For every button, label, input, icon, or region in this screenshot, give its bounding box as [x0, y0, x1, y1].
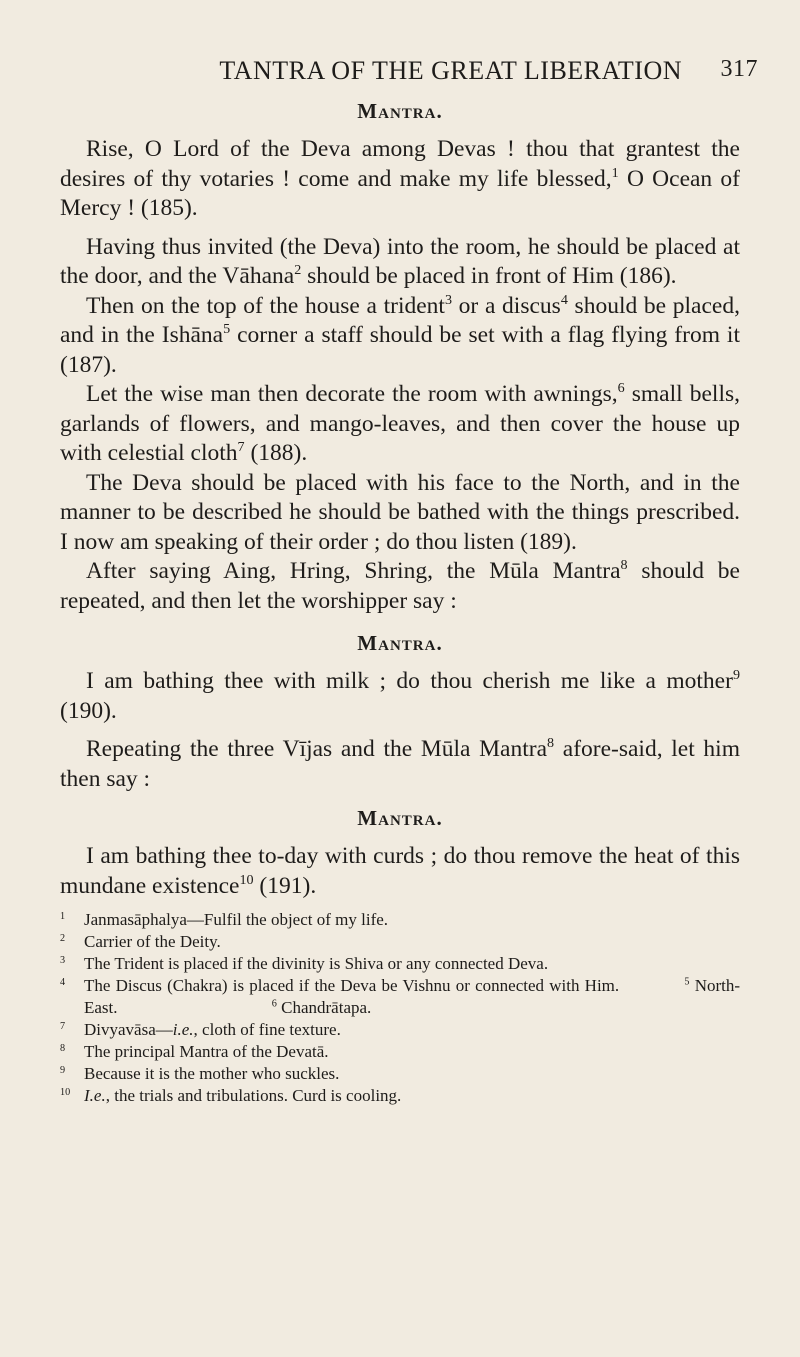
book-page — [60, 56, 758, 1107]
footnote-ref: 4 — [560, 291, 568, 308]
verse-189: The Deva should be placed with his face to the North, and in the manner to be described he should be bathed with the things prescribed. I now am speaking of their order ; do thou listen (189). — [60, 469, 740, 555]
footnote: Chandrātapa. — [281, 998, 372, 1017]
footnote-ref: 6 — [617, 380, 625, 397]
footnote: 4 The Discus (Chakra) is placed if the Deva be Vishnu or connected with Him. $^5$ North-East. $^6$ Chandrātapa. — [60, 976, 741, 1017]
footnote-ref: 2 — [294, 262, 302, 279]
verse-186: Having thus invited (the Deva) into the room, he should be placed at the door, and the Vāhana$^2$ should be placed in front of Him (186). — [60, 233, 740, 289]
footnote-ref: 5 — [223, 321, 231, 338]
running-head-title: TANTRA OF THE GREAT LIBERATION — [219, 56, 682, 85]
footnote: 3 The Trident is placed if the divinity is Shiva or any connected Deva. — [60, 954, 549, 973]
footnotes — [60, 909, 740, 1107]
footnote: 7 Divyavāsa—i.e., cloth of fine texture. — [60, 1020, 341, 1039]
vijas-instruction: Repeating the three Vījas and the Mūla Mantra$^8$ afore-said, let him then say : — [60, 735, 740, 792]
footnote-ref: 3 — [444, 291, 452, 308]
footnote: 8 The principal Mantra of the Devatā. — [60, 1042, 329, 1061]
footnote: 2 Carrier of the Deity. — [60, 932, 221, 951]
footnote-ref: 8 — [547, 735, 555, 752]
mantra-heading: Mantra. — [357, 631, 443, 655]
footnote: 10 I.e., the trials and tribulations. Curd is cooling. — [60, 1086, 402, 1105]
footnote-ref: 1 — [611, 164, 619, 181]
footnote: 9 Because it is the mother who suckles. — [60, 1064, 340, 1083]
mantra-heading: Mantra. — [357, 806, 443, 830]
verse-187: Then on the top of the house a trident$^3$ or a discus$^4$ should be placed, and in the Ishāna$^5$ corner a staff should be set with a flag flying from it (187). — [60, 291, 740, 378]
mantra-heading: Mantra. — [357, 99, 443, 123]
page-number: 317 — [720, 56, 758, 82]
verse-185: Rise, O Lord of the Deva among Devas ! thou that grantest the desires of thy votaries ! come and make my life blessed,$^1$ O Ocean of Mercy ! (185). — [60, 136, 741, 221]
footnote: North-East. — [84, 976, 741, 1017]
verse-190: I am bathing thee with milk ; do thou cherish me like a mother$^9$ (190). — [60, 667, 740, 724]
mula-mantra-instruction: After saying Aing, Hring, Shring, the Mūla Mantra$^8$ should be repeated, and then let the worshipper say : — [60, 557, 740, 614]
footnote-ref: 10 — [239, 871, 254, 888]
footnote-ref: 7 — [237, 439, 245, 456]
running-head — [60, 56, 758, 96]
footnote-ref: 9 — [732, 667, 740, 684]
verse-188: Let the wise man then decorate the room with awnings,$^6$ small bells, garlands of flowers, and mango-leaves, and then cover the house up with celestial cloth$^7$ (188). — [60, 380, 741, 466]
footnote-ref: 8 — [620, 557, 628, 574]
footnote: 1 Janmasāphalya—Fulfil the object of my life. — [60, 910, 389, 929]
verse-191: I am bathing thee to-day with curds ; do thou remove the heat of this mundane existence$^{10}$ (191). — [60, 843, 740, 899]
